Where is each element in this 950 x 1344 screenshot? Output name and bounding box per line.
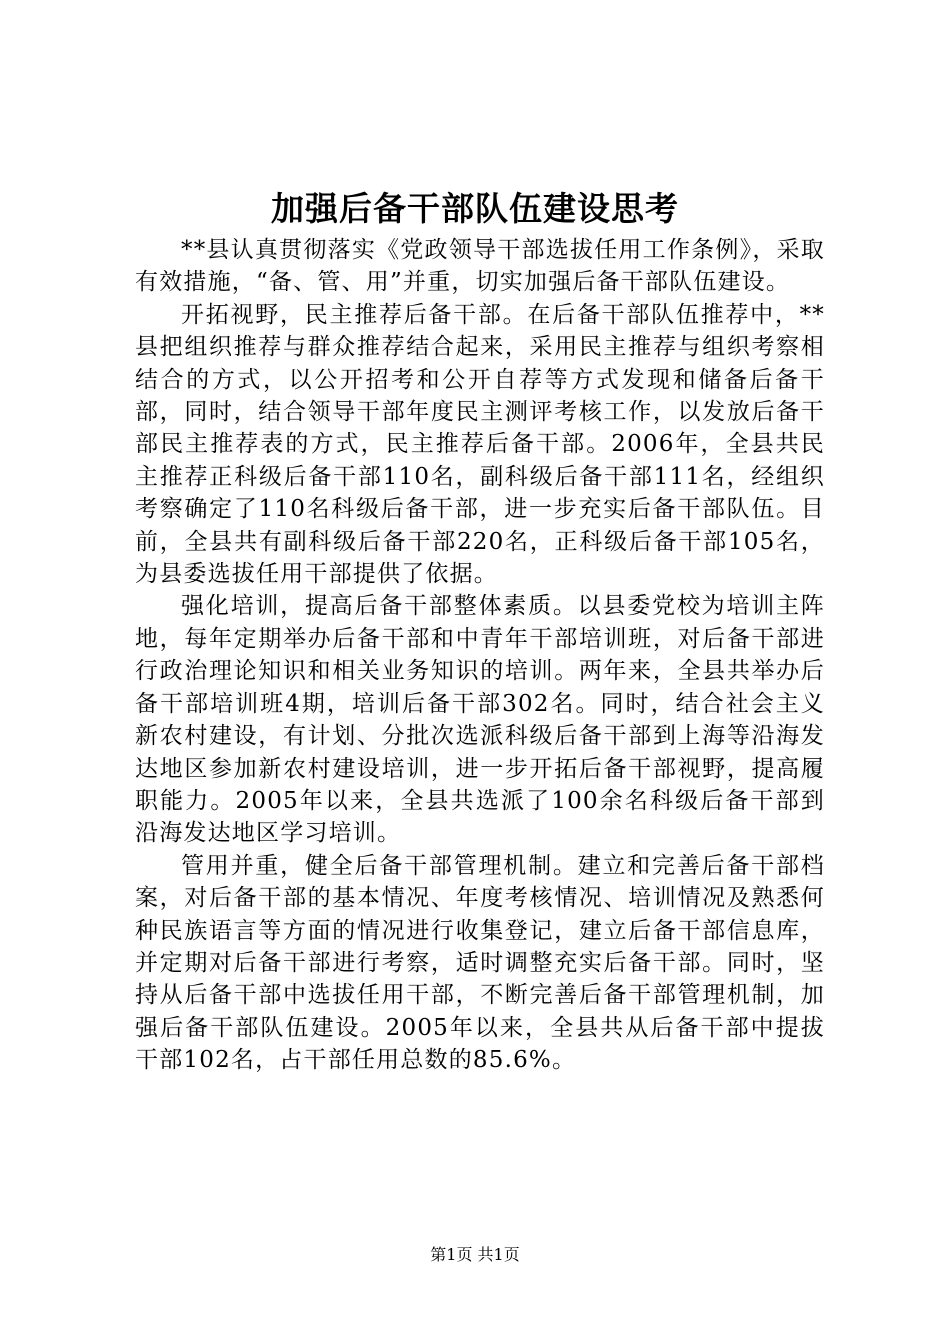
- paragraph-recommendation: 开拓视野，民主推荐后备干部。在后备干部队伍推荐中，**县把组织推荐与群众推荐结合起来，采用民主推荐与组织考察相结合的方式，以公开招考和公开自荐等方式发现和储备后备干部，同时，结合领导干部年度民主测评考核工作，以发放后备干部民主推荐表的方式，民主推荐后备干部。2006年，全县共民主推荐正科级后备干部110名，副科级后备干部111名，经组织考察确定了110名科级后备干部，进一步充实后备干部队伍。目前，全县共有副科级后备干部220名，正科级后备干部105名，为县委选拔任用干部提供了依据。: [135, 301, 825, 588]
- page-number-footer: 第1页 共1页: [430, 1245, 520, 1264]
- document-body: [135, 234, 825, 1077]
- paragraph-intro: **县认真贯彻落实《党政领导干部选拔任用工作条例》，采取有效措施，“备、管、用”并重，切实加强后备干部队伍建设。: [135, 237, 825, 296]
- document-title: 加强后备干部队伍建设思考: [271, 189, 679, 228]
- paragraph-training: 强化培训，提高后备干部整体素质。以县委党校为培训主阵地，每年定期举办后备干部和中青年干部培训班，对后备干部进行政治理论知识和相关业务知识的培训。两年来，全县共举办后备干部培训班4期，培训后备干部302名。同时，结合社会主义新农村建设，有计划、分批次选派科级后备干部到上海等沿海发达地区参加新农村建设培训，进一步开拓后备干部视野，提高履职能力。2005年以来，全县共选派了100余名科级后备干部到沿海发达地区学习培训。: [135, 593, 825, 847]
- paragraph-management: 管用并重，健全后备干部管理机制。建立和完善后备干部档案，对后备干部的基本情况、年度考核情况、培训情况及熟悉何种民族语言等方面的情况进行收集登记，建立后备干部信息库，并定期对后备干部进行考察，适时调整充实后备干部。同时，坚持从后备干部中选拔任用干部，不断完善后备干部管理机制，加强后备干部队伍建设。2005年以来，全县共从后备干部中提拔干部102名，占干部任用总数的85.6%。: [135, 852, 825, 1074]
